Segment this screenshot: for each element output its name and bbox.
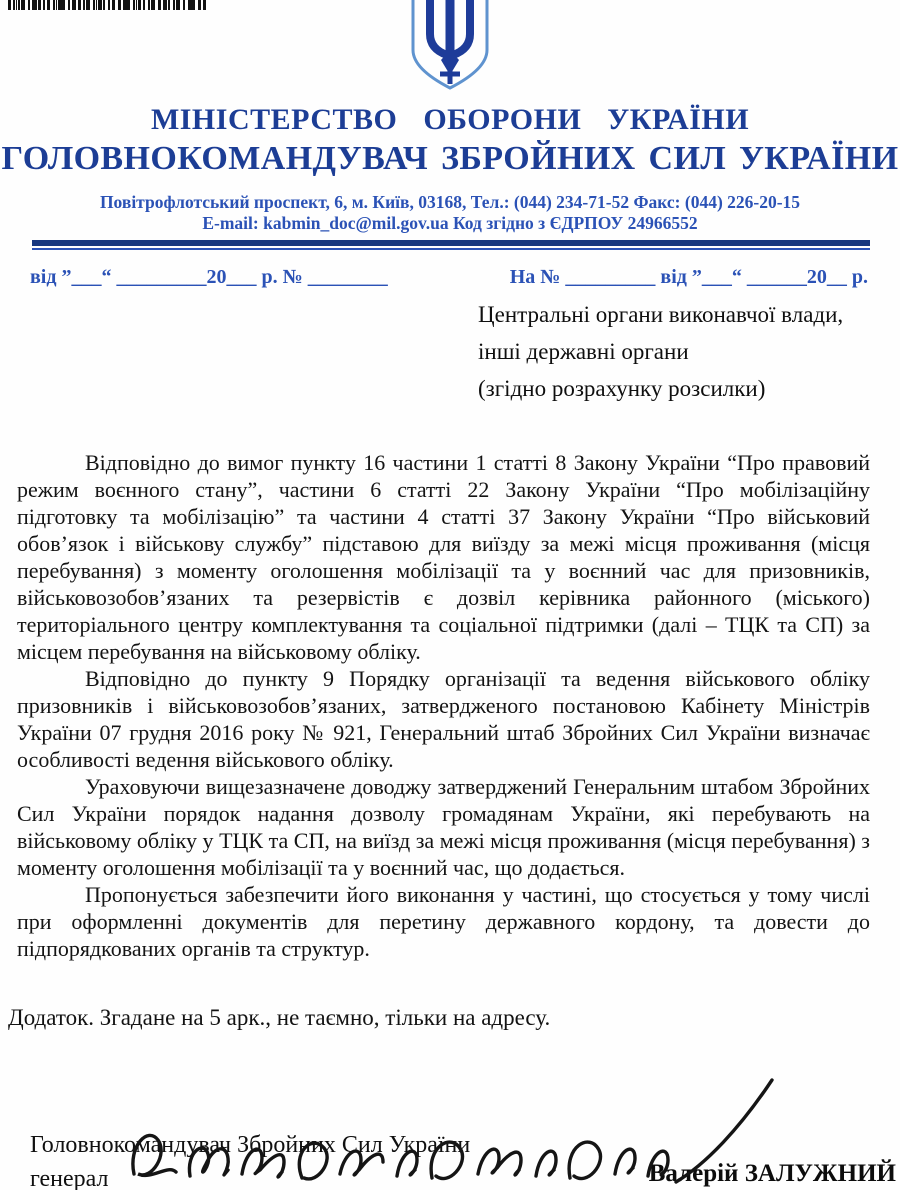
barcode	[8, 0, 208, 10]
commander-in-chief-title: ГОЛОВНОКОМАНДУВАЧ ЗБРОЙНИХ СИЛ УКРАЇНИ	[1, 140, 899, 177]
signer-rank: генерал	[30, 1166, 109, 1190]
incoming-ref-line: На № _________ від ”___“ ______20__ р.	[509, 266, 868, 288]
addressee-line: (згідно розрахунку розсилки)	[478, 376, 766, 401]
body-paragraph: Ураховуючи вищезазначене доводжу затверджений Генеральним штабом Збройних Сил України порядок надання дозволу громадянам України, які перебувають на військовому обліку у ТЦК та СП, на виїзд за межі місця проживання (місця перебування) з моменту оголошення мобілізації та у воєнний час, що додається.	[17, 774, 870, 880]
addressee-line: Центральні органи виконавчої влади,	[478, 302, 844, 327]
body-paragraph: Відповідно до пункту 9 Порядку організації та ведення військового обліку призовників і військовозобов’язаних, затвердженого постановою Кабінету Міністрів України 07 грудня 2016 року № 921, Генеральний штаб Збройних Сил України визначає особливості ведення військового обліку.	[17, 666, 870, 772]
contact-email-line: E-mail: kabmin_doc@mil.gov.ua Код згідно з ЄДРПОУ 24966552	[202, 213, 698, 233]
reference-number-row	[30, 264, 868, 290]
signer-position: Головнокомандувач Збройних Сил України	[30, 1132, 471, 1158]
addressee-block	[478, 296, 900, 407]
ukraine-trident-icon	[406, 0, 494, 94]
body-paragraph: Пропонується забезпечити його виконання у частині, що стосується у тому числі при оформленні документів для перетину державного кордону, та довести до підпорядкованих органів та структур.	[17, 882, 870, 961]
contact-address-line: Повітрофлотський проспект, 6, м. Київ, 03168, Тел.: (044) 234-71-52 Факс: (044) 226-20-15	[99, 192, 801, 212]
letter-body	[17, 449, 870, 962]
outgoing-ref-line: від ”___“ _________20___ р. № ________	[30, 266, 388, 288]
signer-name: Валерій ЗАЛУЖНИЙ	[648, 1160, 896, 1187]
addressee-line: інші державні органи	[478, 339, 689, 364]
body-paragraph: Відповідно до вимог пункту 16 частини 1 статті 8 Закону України “Про правовий режим воєнного стану”, частини 6 статті 22 Закону України “Про мобілізаційну підготовку та мобілізацію” та частини 4 статті 37 Закону України “Про військовий обов’язок і військову службу” підставою для виїзду за межі місця проживання (місця перебування) з моменту оголошення мобілізації та у воєнний час для призовників, військовозобов’язаних та резервістів є дозвіл керівника районного (міського) територіального центру комплектування та соціальної підтримки (далі – ТЦК та СП) за місцем перебування на військовому обліку.	[17, 450, 870, 664]
attachment-note: Додаток. Згадане на 5 арк., не таємно, тільки на адресу.	[8, 1005, 551, 1030]
ministry-title: МІНІСТЕРСТВО ОБОРОНИ УКРАЇНИ	[150, 103, 750, 136]
contact-block	[0, 192, 900, 234]
handwritten-signature-icon	[120, 1092, 780, 1190]
header-divider	[32, 240, 870, 250]
